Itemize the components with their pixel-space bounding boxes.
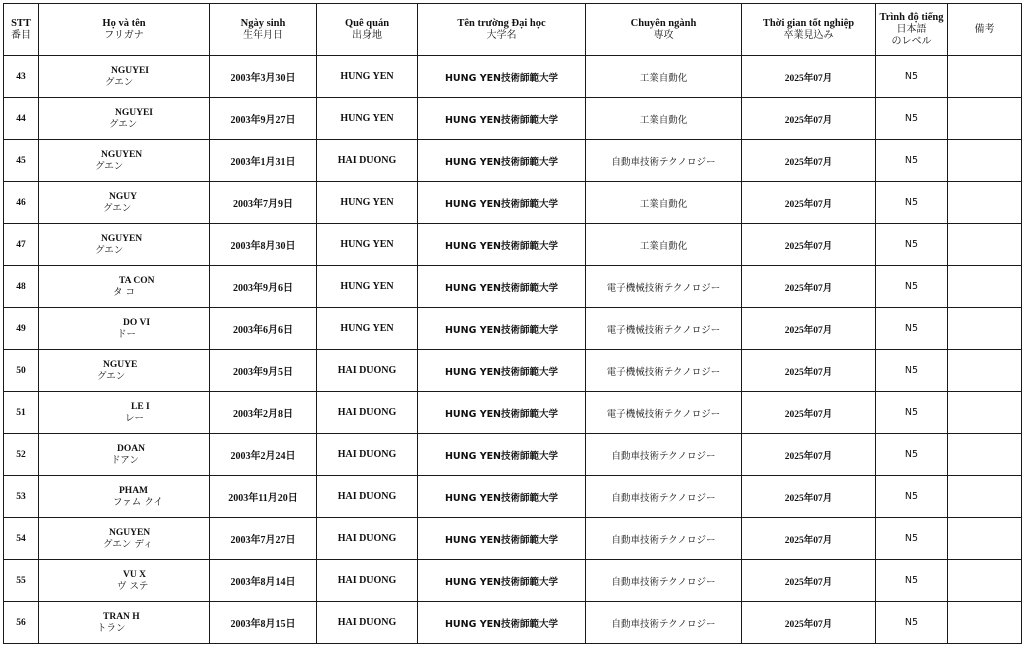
row-graduation: 2025年07月: [742, 98, 876, 140]
row-hometown: HUNG YEN: [317, 182, 418, 224]
row-stt: 54: [4, 518, 39, 560]
header-major: Chuyên ngành 専攻: [586, 4, 742, 56]
row-name-cell: [39, 182, 210, 224]
row-major: 自動車技術テクノロジー: [586, 434, 742, 476]
row-name-cell: [39, 56, 210, 98]
row-japanese-level: N5: [876, 602, 948, 644]
row-graduation: 2025年07月: [742, 224, 876, 266]
row-dob: 2003年7月9日: [210, 182, 317, 224]
table-row: [4, 350, 1022, 392]
table-row: [4, 476, 1022, 518]
row-dob: 2003年8月14日: [210, 560, 317, 602]
row-japanese-level: N5: [876, 434, 948, 476]
row-name: NGUYEN: [101, 149, 143, 160]
row-name-cell: [39, 266, 210, 308]
row-kana: グエン: [103, 202, 132, 214]
row-name: NGUY: [109, 191, 137, 202]
row-kana: グエン: [97, 370, 126, 382]
row-name-cell: [39, 476, 210, 518]
row-name: LE I: [131, 401, 150, 412]
table-row: [4, 140, 1022, 182]
row-graduation: 2025年07月: [742, 560, 876, 602]
row-name: TRAN H: [103, 611, 140, 622]
row-dob: 2003年8月30日: [210, 224, 317, 266]
row-note: [948, 560, 1022, 602]
row-major: 自動車技術テクノロジー: [586, 602, 742, 644]
row-hometown: HAI DUONG: [317, 518, 418, 560]
table-row: [4, 266, 1022, 308]
row-hometown: HAI DUONG: [317, 434, 418, 476]
row-university: HUNG YEN技術師範大学: [418, 98, 586, 140]
row-graduation: 2025年07月: [742, 602, 876, 644]
row-stt: 52: [4, 434, 39, 476]
header-note: 備考: [948, 4, 1022, 56]
row-university: HUNG YEN技術師範大学: [418, 434, 586, 476]
row-dob: 2003年8月15日: [210, 602, 317, 644]
row-stt: 47: [4, 224, 39, 266]
row-name: TA CON: [119, 275, 155, 286]
header-university: Tên trường Đại học 大学名: [418, 4, 586, 56]
row-graduation: 2025年07月: [742, 266, 876, 308]
row-kana: グエン: [95, 160, 124, 172]
row-stt: 56: [4, 602, 39, 644]
student-table: [3, 3, 1022, 644]
row-dob: 2003年6月6日: [210, 308, 317, 350]
row-university: HUNG YEN技術師範大学: [418, 266, 586, 308]
row-graduation: 2025年07月: [742, 56, 876, 98]
row-major: 工業自動化: [586, 56, 742, 98]
row-hometown: HAI DUONG: [317, 350, 418, 392]
row-name: NGUYEN: [101, 233, 143, 244]
row-dob: 2003年3月30日: [210, 56, 317, 98]
row-major: 工業自動化: [586, 224, 742, 266]
row-hometown: HAI DUONG: [317, 602, 418, 644]
row-japanese-level: N5: [876, 266, 948, 308]
row-graduation: 2025年07月: [742, 518, 876, 560]
row-dob: 2003年2月8日: [210, 392, 317, 434]
row-note: [948, 350, 1022, 392]
row-dob: 2003年1月31日: [210, 140, 317, 182]
header-row: [4, 4, 1022, 56]
row-dob: 2003年2月24日: [210, 434, 317, 476]
row-university: HUNG YEN技術師範大学: [418, 476, 586, 518]
row-graduation: 2025年07月: [742, 392, 876, 434]
row-kana: レー: [125, 412, 145, 424]
row-stt: 43: [4, 56, 39, 98]
row-graduation: 2025年07月: [742, 434, 876, 476]
row-japanese-level: N5: [876, 140, 948, 182]
row-major: 工業自動化: [586, 182, 742, 224]
row-name: DOAN: [117, 443, 145, 454]
row-note: [948, 56, 1022, 98]
row-major: 電子機械技術テクノロジー: [586, 350, 742, 392]
row-graduation: 2025年07月: [742, 182, 876, 224]
row-kana: グエン ディ: [103, 538, 153, 550]
header-stt: STT 番目: [4, 4, 39, 56]
row-university: HUNG YEN技術師範大学: [418, 560, 586, 602]
row-name-cell: [39, 350, 210, 392]
row-university: HUNG YEN技術師範大学: [418, 518, 586, 560]
row-dob: 2003年9月6日: [210, 266, 317, 308]
row-hometown: HUNG YEN: [317, 266, 418, 308]
row-japanese-level: N5: [876, 308, 948, 350]
row-name-cell: [39, 434, 210, 476]
table-row: [4, 560, 1022, 602]
row-major: 電子機械技術テクノロジー: [586, 308, 742, 350]
row-hometown: HAI DUONG: [317, 476, 418, 518]
row-name-cell: [39, 140, 210, 182]
row-dob: 2003年9月5日: [210, 350, 317, 392]
row-graduation: 2025年07月: [742, 308, 876, 350]
row-japanese-level: N5: [876, 560, 948, 602]
row-stt: 45: [4, 140, 39, 182]
table-row: [4, 518, 1022, 560]
table-row: [4, 308, 1022, 350]
row-stt: 53: [4, 476, 39, 518]
row-university: HUNG YEN技術師範大学: [418, 182, 586, 224]
row-kana: ドー: [117, 328, 137, 340]
row-dob: 2003年7月27日: [210, 518, 317, 560]
row-note: [948, 434, 1022, 476]
row-major: 自動車技術テクノロジー: [586, 140, 742, 182]
row-hometown: HUNG YEN: [317, 224, 418, 266]
row-university: HUNG YEN技術師範大学: [418, 602, 586, 644]
row-name-cell: [39, 560, 210, 602]
table-row: [4, 434, 1022, 476]
row-note: [948, 308, 1022, 350]
row-kana: トラン: [97, 622, 126, 634]
row-kana: タ コ: [113, 286, 136, 298]
row-dob: 2003年11月20日: [210, 476, 317, 518]
row-note: [948, 266, 1022, 308]
row-major: 電子機械技術テクノロジー: [586, 392, 742, 434]
table-row: [4, 392, 1022, 434]
row-name-cell: [39, 308, 210, 350]
table-row: [4, 98, 1022, 140]
row-hometown: HUNG YEN: [317, 56, 418, 98]
row-major: 電子機械技術テクノロジー: [586, 266, 742, 308]
row-stt: 51: [4, 392, 39, 434]
row-kana: ファム クイ: [113, 496, 163, 508]
row-university: HUNG YEN技術師範大学: [418, 56, 586, 98]
row-major: 自動車技術テクノロジー: [586, 560, 742, 602]
row-graduation: 2025年07月: [742, 476, 876, 518]
row-name: DO VI: [123, 317, 151, 328]
row-major: 自動車技術テクノロジー: [586, 476, 742, 518]
row-name-cell: [39, 224, 210, 266]
row-note: [948, 518, 1022, 560]
row-name-cell: [39, 518, 210, 560]
header-japanese-level: Trình độ tiếng 日本語 のレベル: [876, 4, 948, 56]
row-japanese-level: N5: [876, 518, 948, 560]
header-graduation: Thời gian tốt nghiệp 卒業見込み: [742, 4, 876, 56]
student-list-sheet: [3, 3, 1021, 644]
row-graduation: 2025年07月: [742, 350, 876, 392]
row-japanese-level: N5: [876, 350, 948, 392]
row-hometown: HUNG YEN: [317, 308, 418, 350]
row-name-cell: [39, 602, 210, 644]
row-kana: ドアン: [111, 454, 139, 466]
row-hometown: HAI DUONG: [317, 560, 418, 602]
row-stt: 50: [4, 350, 39, 392]
header-name: Họ và tên フリガナ: [39, 4, 210, 56]
table-body: [4, 56, 1022, 644]
row-name: NGUYE: [103, 359, 138, 370]
row-university: HUNG YEN技術師範大学: [418, 392, 586, 434]
row-name-cell: [39, 98, 210, 140]
row-university: HUNG YEN技術師範大学: [418, 308, 586, 350]
table-row: [4, 182, 1022, 224]
row-note: [948, 392, 1022, 434]
row-name: NGUYEI: [111, 65, 150, 76]
row-name: NGUYEN: [109, 527, 151, 538]
row-major: 工業自動化: [586, 98, 742, 140]
row-name: NGUYEI: [115, 107, 154, 118]
header-hometown: Quê quán 出身地: [317, 4, 418, 56]
row-stt: 48: [4, 266, 39, 308]
row-graduation: 2025年07月: [742, 140, 876, 182]
row-university: HUNG YEN技術師範大学: [418, 224, 586, 266]
row-japanese-level: N5: [876, 476, 948, 518]
row-hometown: HAI DUONG: [317, 140, 418, 182]
row-note: [948, 140, 1022, 182]
header-dob: Ngày sinh 生年月日: [210, 4, 317, 56]
row-major: 自動車技術テクノロジー: [586, 518, 742, 560]
row-note: [948, 602, 1022, 644]
row-kana: グエン: [109, 118, 138, 130]
row-stt: 49: [4, 308, 39, 350]
row-kana: グエン: [105, 76, 134, 88]
row-dob: 2003年9月27日: [210, 98, 317, 140]
row-name: PHAM: [119, 485, 149, 496]
table-row: [4, 224, 1022, 266]
row-name-cell: [39, 392, 210, 434]
row-japanese-level: N5: [876, 392, 948, 434]
row-note: [948, 98, 1022, 140]
row-stt: 46: [4, 182, 39, 224]
row-stt: 55: [4, 560, 39, 602]
table-row: [4, 56, 1022, 98]
row-japanese-level: N5: [876, 98, 948, 140]
row-university: HUNG YEN技術師範大学: [418, 140, 586, 182]
row-hometown: HUNG YEN: [317, 98, 418, 140]
row-hometown: HAI DUONG: [317, 392, 418, 434]
row-japanese-level: N5: [876, 224, 948, 266]
table-row: [4, 602, 1022, 644]
row-note: [948, 224, 1022, 266]
row-japanese-level: N5: [876, 182, 948, 224]
row-kana: ヴ ステ: [117, 580, 149, 592]
row-note: [948, 476, 1022, 518]
row-university: HUNG YEN技術師範大学: [418, 350, 586, 392]
row-stt: 44: [4, 98, 39, 140]
row-note: [948, 182, 1022, 224]
row-japanese-level: N5: [876, 56, 948, 98]
row-kana: グエン: [95, 244, 124, 256]
row-name: VU X: [123, 569, 146, 580]
